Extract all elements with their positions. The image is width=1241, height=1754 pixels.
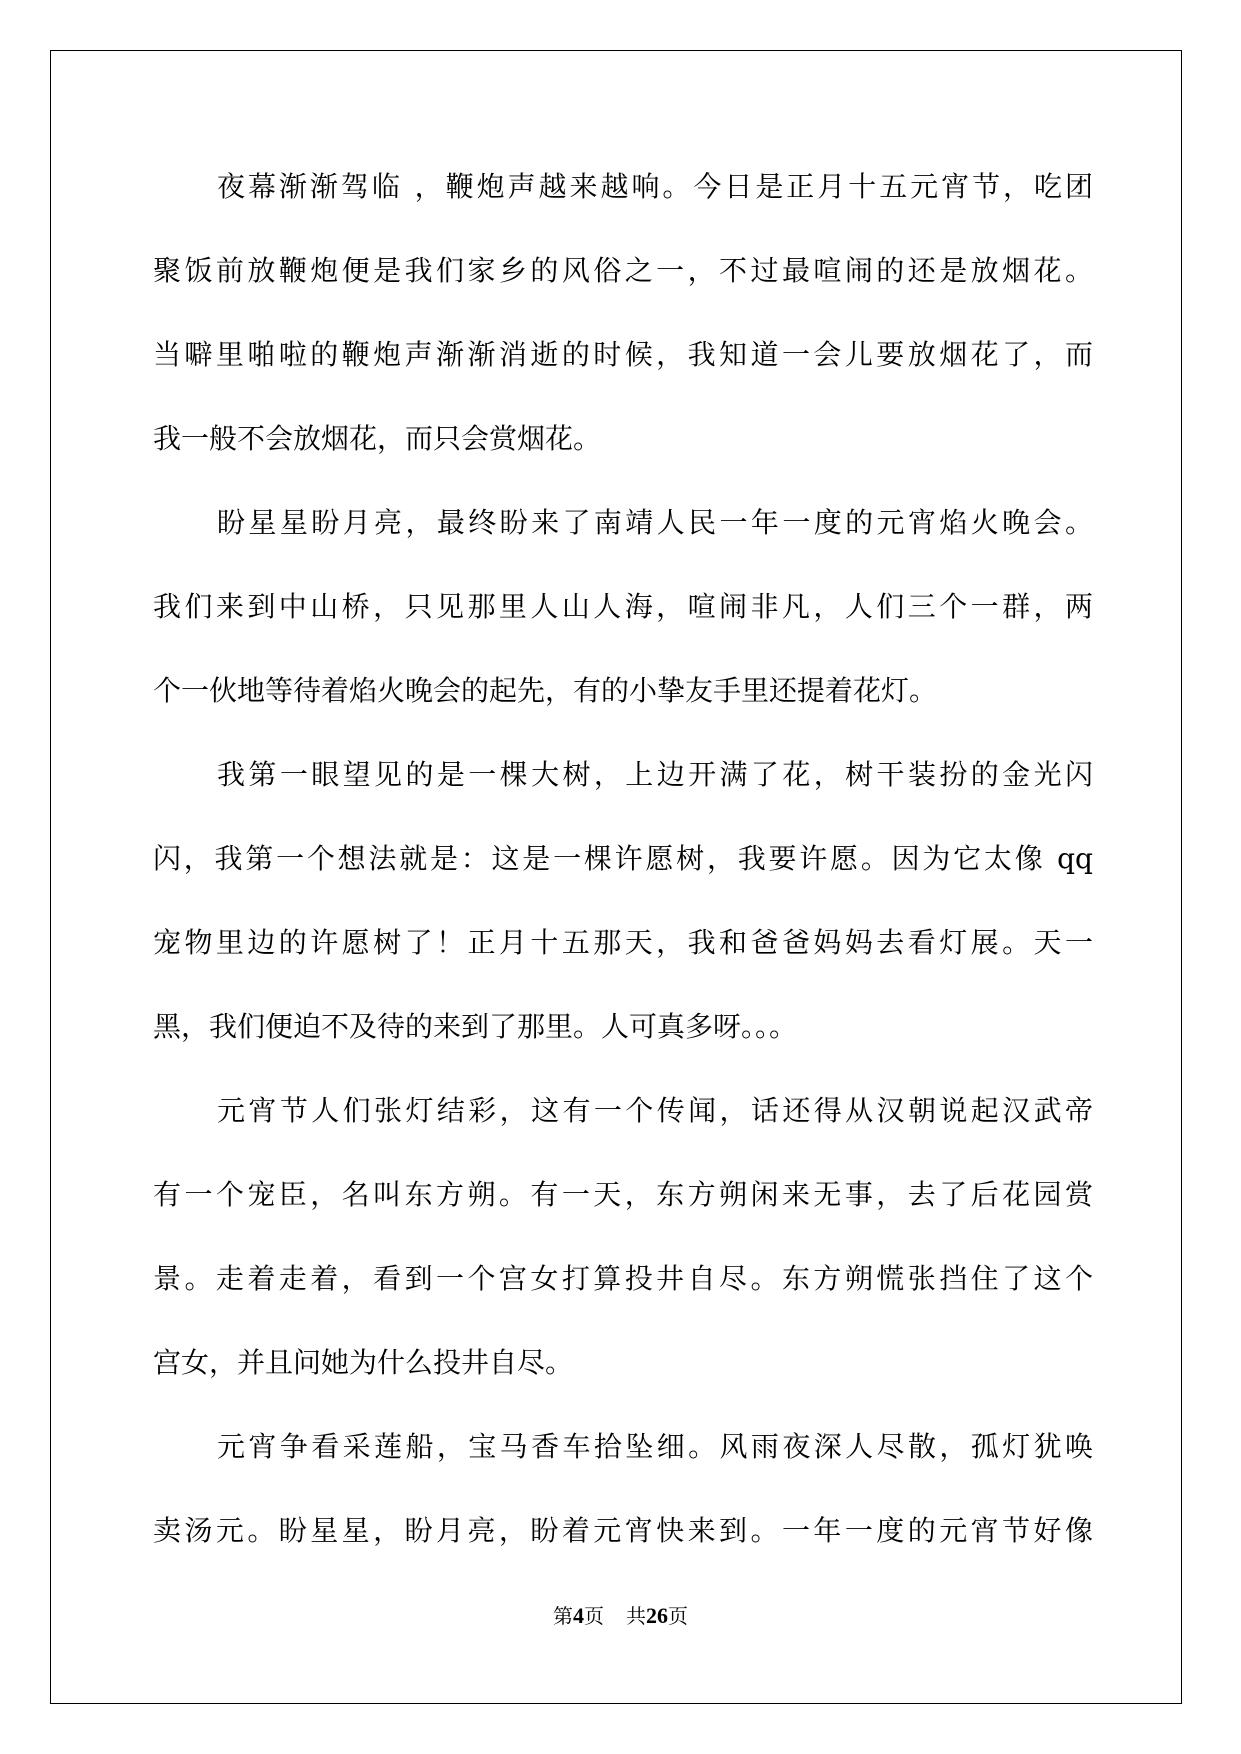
text-line: 卖汤元。盼星星，盼月亮，盼着元宵快来到。一年一度的元宵节好像	[153, 1514, 1093, 1547]
text-line: 我们来到中山桥，只见那里人山人海，喧闹非凡，人们三个一群，两	[153, 590, 1093, 623]
text-line: 闪，我第一个想法就是：这是一棵许愿树，我要许愿。因为它太像 qq	[153, 842, 1093, 875]
text-line: 景。走着走着，看到一个宫女打算投井自尽。东方朔慌张挡住了这个	[153, 1262, 1093, 1295]
page-suffix: 页	[584, 1604, 604, 1628]
text-line: 宫女，并且问她为什么投井自尽。	[153, 1346, 574, 1379]
page-number: 4	[573, 1603, 584, 1628]
text-line: 有一个宠臣，名叫东方朔。有一天，东方朔闲来无事，去了后花园赏	[153, 1178, 1093, 1211]
text-line: 元宵争看采莲船，宝马香车拾坠细。风雨夜深人尽散，孤灯犹唤	[217, 1430, 1093, 1463]
page-footer	[0, 1602, 1241, 1630]
total-prefix: 共	[626, 1604, 646, 1628]
total-suffix: 页	[668, 1604, 688, 1628]
page-prefix: 第	[553, 1604, 573, 1628]
text-line: 我一般不会放烟花，而只会赏烟花。	[153, 422, 602, 455]
text-line: 盼星星盼月亮，最终盼来了南靖人民一年一度的元宵焰火晚会。	[217, 506, 1093, 539]
text-line: 个一伙地等待着焰火晚会的起先，有的小挚友手里还提着花灯。	[153, 674, 938, 707]
text-line: 元宵节人们张灯结彩，这有一个传闻，话还得从汉朝说起汉武帝	[217, 1094, 1093, 1127]
text-line: 夜幕渐渐驾临 ，鞭炮声越来越响。今日是正月十五元宵节，吃团	[217, 170, 1093, 203]
total-pages: 26	[646, 1603, 668, 1628]
document-body	[153, 162, 1093, 1590]
text-line: 宠物里边的许愿树了！正月十五那天，我和爸爸妈妈去看灯展。天一	[153, 926, 1093, 959]
text-line: 黑，我们便迫不及待的来到了那里。人可真多呀。。。	[153, 1010, 798, 1043]
text-line: 当噼里啪啦的鞭炮声渐渐消逝的时候，我知道一会儿要放烟花了，而	[153, 338, 1093, 371]
text-line: 聚饭前放鞭炮便是我们家乡的风俗之一，不过最喧闹的还是放烟花。	[153, 254, 1093, 287]
text-line: 我第一眼望见的是一棵大树，上边开满了花，树干装扮的金光闪	[217, 758, 1093, 791]
